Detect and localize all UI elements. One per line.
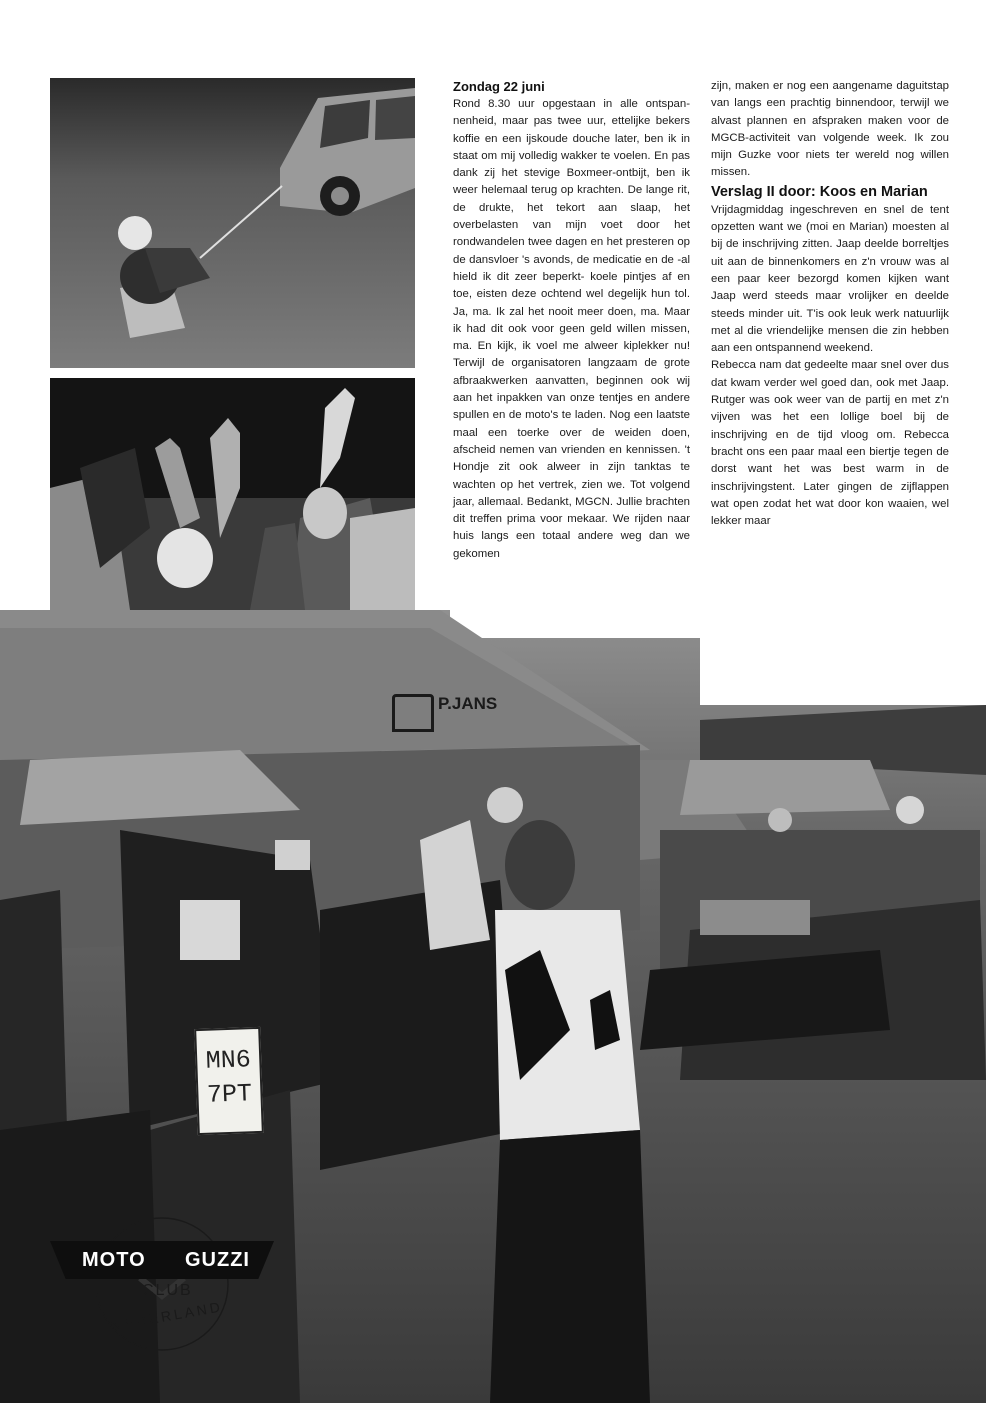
moto-guzzi-club-logo bbox=[44, 1212, 280, 1356]
heading-verslag: Verslag II door: Koos en Marian bbox=[711, 183, 928, 200]
tent-sign bbox=[386, 690, 586, 740]
paragraph-zondag: Rond 8.30 uur opgestaan in alle ontspannenheid, maar pas twee uur, ettelijke bekers koffie en een ijskoude douche later, ben ik in staat om mij volledig wakker te voelen. En pas dank zij het stevige Boxmeer-ontbijt, ben ik weer helemaal terug op krachten. De lange rit, de drukte, het tekort aan slaap, het overbelasten van mijn voet door het rondwandelen twee dagen en het presteren op de dansvloer 's avonds, de medicatie en de -al hield ik dit zeer beperkt- koele pintjes af en toe, eisten deze ochtend wel degelijk hun tol. Ja, ma. Ik zal het nooit meer doen, ma. Maar ik had dit ook voor geen geld willen missen, ma. En kijk, ik voel me alweer kiplekker nu! Terwijl de organisatoren langzaam de grote afbraakwerken aanvatten, beginnen ook wij aan het inpakken van onze tentjes en andere spullen en de moto's te laden. Nog een laatste maal een toerke over de weiden doen, afscheid nemen van vrienden en kennissen. 't Hondje zit ook alweer in zijn tanktas te wachten op het vertrek, zien we. Tot volgend jaar, allemaal. Bedankt, MGCN. Jullie brachten dit treffen prima voor mekaar. We rijden naar huis langs een totaal andere weg dan we gekomen bbox=[453, 98, 690, 560]
plate-line-1: MN6 bbox=[205, 1045, 252, 1076]
license-plate bbox=[194, 1027, 264, 1135]
tent-logo-icon bbox=[392, 694, 434, 732]
paragraph-zondag-continued: zijn, maken er nog een aangename daguitstap van langs een prachtig binnendoor, terwijl we alvast plannen en afspraken maken voor de MGCB-activiteit van volgende week. Ik zou mijn Guzke voor niets ter wereld nog willen missen. bbox=[711, 80, 949, 179]
paragraph-verslag-1: Vrijdagmiddag ingeschreven en snel de tent opzetten want we (moi en Marian) moesten al bij de inschrijving zitten. Jaap deelde borreltjes uit aan de binnenkomers en z'n vrouw was al een paar keer bezorgd komen kijken want Jaap werd steeds maar vrolijker en deelde steeds minder uit. T'is ook leuk werk natuurlijk met al die vriendelijke mensen die zin hebben aan een ontspannend weekend. bbox=[711, 203, 949, 355]
plate-line-2: 7PT bbox=[206, 1079, 253, 1110]
logo-word-guzzi: GUZZI bbox=[185, 1249, 250, 1271]
photo-dancing-crowd bbox=[50, 378, 415, 610]
logo-word-moto: MOTO bbox=[82, 1249, 146, 1271]
paragraph-verslag-2: Rebecca nam dat gedeelte maar snel over dus dat kwam verder wel goed dan, ook met Jaap. Rutger was ook weer van de partij en met z'n vijven was het een lollige boel bij de inschrijving en de tijd vloog om. Rebecca bracht ons een paar maal een biertje tegen de dorst want het was best warm in de inschrijvingstent. Later gingen de zijflappen wat open zodat het wat door kon waaien, wel lekker maar bbox=[711, 359, 949, 528]
heading-zondag: Zondag 22 juni bbox=[453, 79, 545, 94]
logo-word-club: CLUB bbox=[142, 1282, 193, 1299]
tent-sign-text: P.JANS bbox=[438, 694, 498, 713]
logo-word-country: NEDERLAND bbox=[109, 1298, 224, 1334]
article-column-2 bbox=[711, 78, 949, 530]
article-column-1 bbox=[453, 78, 690, 563]
photo-car-on-grass bbox=[50, 78, 415, 368]
